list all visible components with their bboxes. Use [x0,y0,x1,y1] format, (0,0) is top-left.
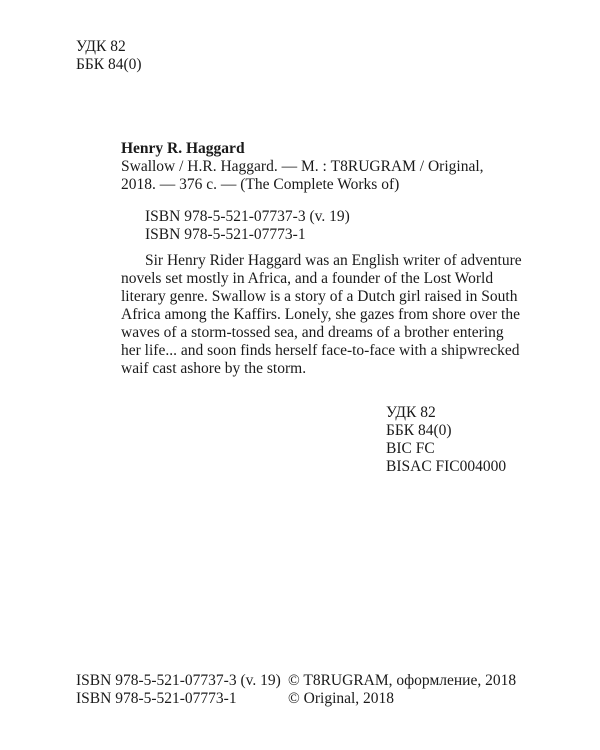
footer-isbn-line: ISBN 978-5-521-07737-3 (v. 19) [76,672,281,689]
bic-code: BIC FC [386,440,435,457]
annotation-line: waves of a storm-tossed sea, and dreams of a brother entering [121,324,504,341]
catalog-record [121,140,521,244]
annotation-line: Sir Henry Rider Haggard was an English writer of adventure [145,252,522,269]
footer-copyright [288,672,516,708]
isbn-line: ISBN 978-5-521-07737-3 (v. 19) [145,208,350,225]
udk-code: УДК 82 [76,38,126,55]
annotation-line: literary genre. Swallow is a story of a Dutch girl raised in South [121,288,518,305]
description-line: 2018. — 376 с. — (The Complete Works of) [121,176,400,193]
annotation-line: her life... and soon finds herself face-to-face with a shipwrecked [121,342,520,359]
author-name: Henry R. Haggard [121,140,245,157]
bibliographic-description [121,158,521,194]
footer-isbn [76,672,281,708]
description-line: Swallow / H.R. Haggard. — М. : T8RUGRAM / Original, [121,158,484,175]
top-classification-codes [76,38,142,74]
copyright-line: © T8RUGRAM, оформление, 2018 [288,672,517,689]
isbn-list [121,208,521,244]
classification-codes [386,404,506,476]
annotation-paragraph [121,252,521,378]
bbk-code: ББК 84(0) [386,422,452,439]
udk-code: УДК 82 [386,404,436,421]
annotation-line: novels set mostly in Africa, and a founder of the Lost World [121,270,494,287]
annotation-line: Africa among the Kaffirs. Lonely, she gazes from shore over the [121,306,520,323]
annotation-line: waif cast ashore by the storm. [121,360,307,377]
isbn-line: ISBN 978-5-521-07773-1 [145,226,306,243]
bisac-code: BISAC FIC004000 [386,458,507,475]
bbk-code: ББК 84(0) [76,56,142,73]
copyright-line: © Original, 2018 [288,690,395,707]
footer-isbn-line: ISBN 978-5-521-07773-1 [76,690,237,707]
